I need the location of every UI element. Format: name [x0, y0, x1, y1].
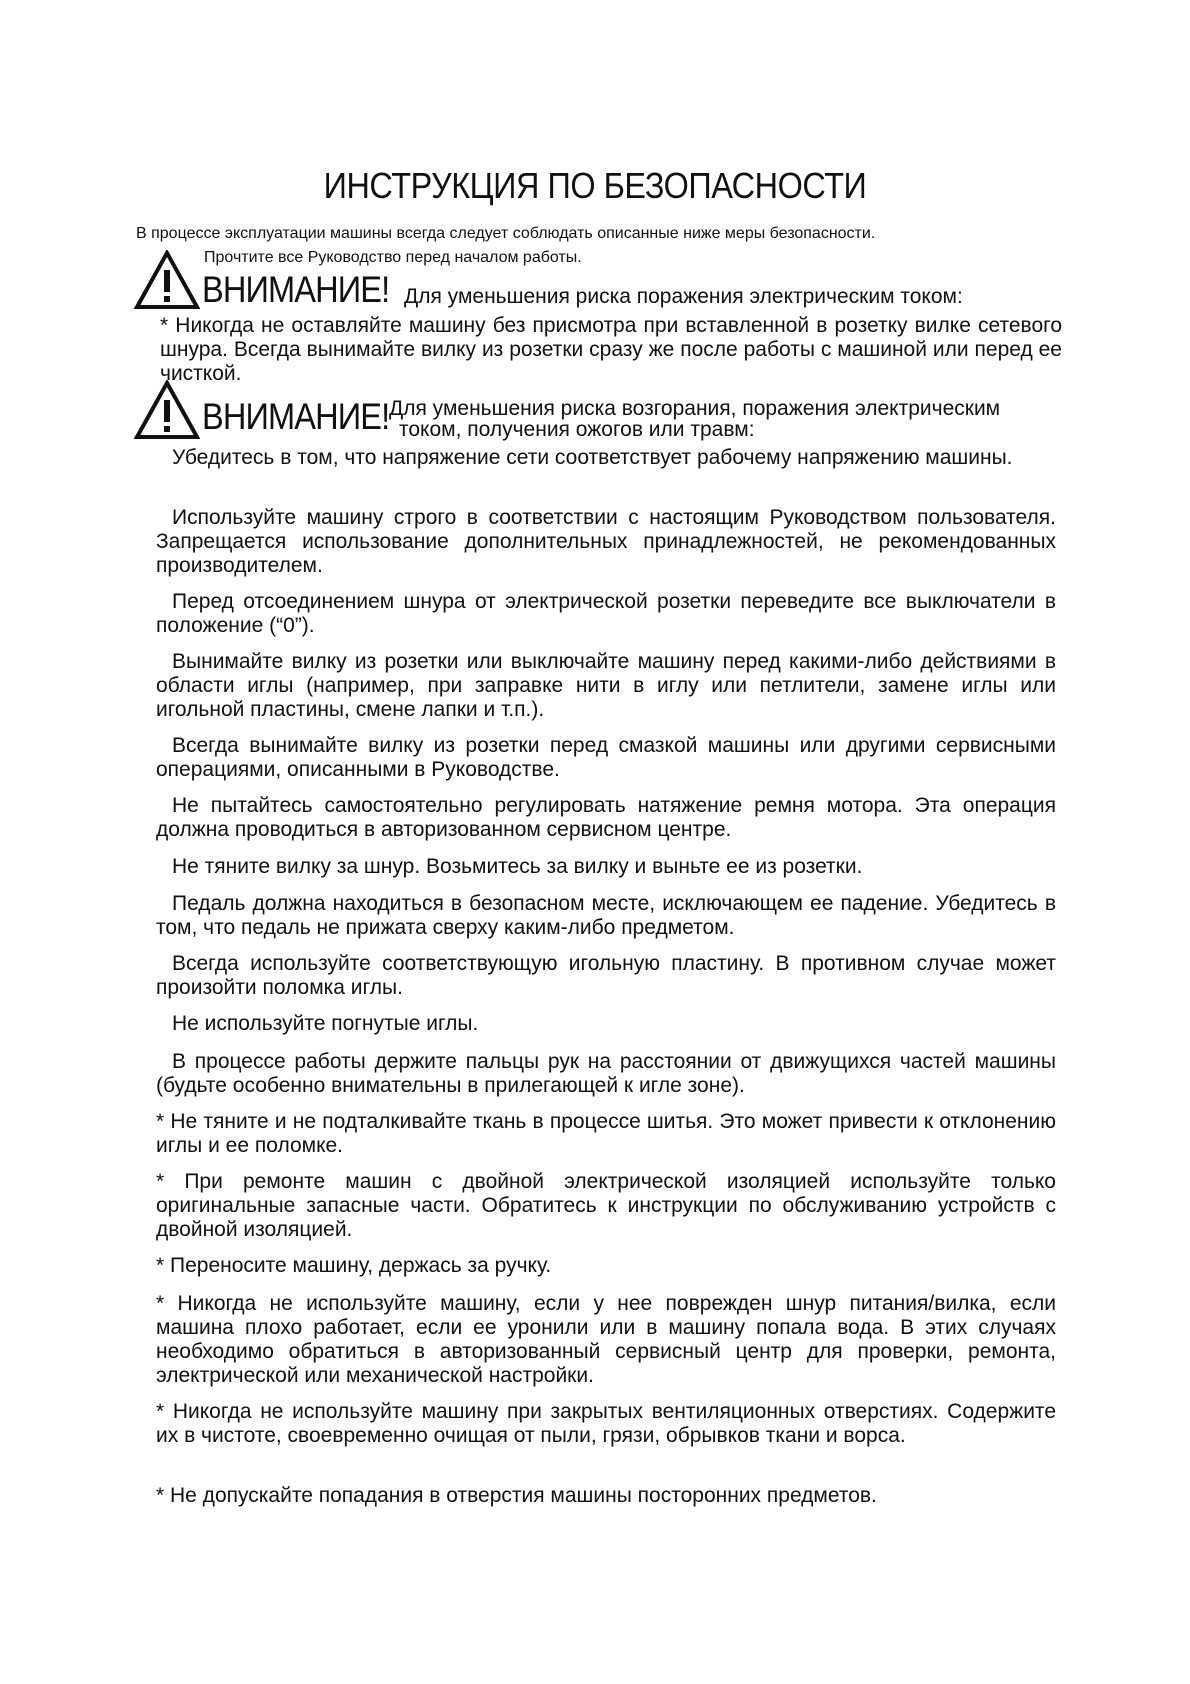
warning-triangle-icon	[134, 250, 200, 310]
safety-item	[156, 1400, 1056, 1448]
warning-1-word: ВНИМАНИЕ!	[202, 269, 390, 310]
safety-item	[156, 590, 1056, 638]
safety-item-text: Всегда используйте соответствующую игольную пластину. В противном случае может произойти поломка иглы.	[156, 952, 1056, 999]
safety-item	[156, 1254, 1056, 1278]
intro-read-manual: Прочтите все Руководство перед началом работы.	[204, 249, 582, 266]
safety-item-text: Не тяните вилку за шнур. Возьмитесь за вилку и выньте ее из розетки.	[172, 855, 863, 878]
safety-item-text: Всегда вынимайте вилку из розетки перед смазкой машины или другими сервисными операциями, описанными в Руководстве.	[156, 734, 1056, 781]
safety-item	[156, 506, 1056, 578]
safety-item	[156, 734, 1056, 782]
safety-item	[156, 952, 1056, 1000]
safety-item-text: Перед отсоединением шнура от электрической розетки переведите все выключатели в положение (“0”).	[156, 590, 1056, 637]
safety-item-text: * При ремонте машин с двойной электрической изоляцией используйте только оригинальные запасные части. Обратитесь к инструкции по обслуживанию устройств с двойной изоляцией.	[156, 1170, 1056, 1241]
safety-item	[156, 1050, 1056, 1098]
safety-item-text: В процессе работы держите пальцы рук на расстоянии от движущихся частей машины (будьте особенно внимательны в прилегающей к игле зоне).	[156, 1050, 1056, 1097]
safety-item-text: Педаль должна находиться в безопасном месте, исключающем ее падение. Убедитесь в том, что педаль не прижата сверху каким-либо предметом.	[156, 892, 1056, 939]
safety-item-text: Не пытайтесь самостоятельно регулировать натяжение ремня мотора. Эта операция должна проводиться в авторизованном сервисном центре.	[156, 794, 1056, 841]
warning-2-text-line1: Для уменьшения риска возгорания, поражения электрическим	[389, 397, 1001, 420]
safety-item-text: * Никогда не используйте машину при закрытых вентиляционных отверстиях. Содержите их в чистоте, своевременно очищая от пыли, грязи, обрывков ткани и ворса.	[156, 1400, 1056, 1447]
safety-item-text: * Переносите машину, держась за ручку.	[156, 1254, 552, 1277]
safety-item	[156, 1170, 1056, 1242]
safety-item	[156, 892, 1056, 940]
safety-item	[156, 650, 1056, 722]
safety-item	[156, 1110, 1056, 1158]
intro-line: В процессе эксплуатации машины всегда следует соблюдать описанные ниже меры безопасности.	[136, 225, 876, 242]
warning-1-text: Для уменьшения риска поражения электрическим током:	[404, 285, 963, 308]
safety-item	[156, 1484, 1056, 1508]
safety-item-text: Убедитесь в том, что напряжение сети соответствует рабочему напряжению машины.	[172, 446, 1013, 469]
safety-item	[156, 1292, 1056, 1388]
safety-item-text: Используйте машину строго в соответствии с настоящим Руководством пользователя. Запрещается использование дополнительных принадлежностей, не рекомендованных производителем.	[156, 506, 1056, 577]
warning-triangle-icon	[134, 380, 200, 440]
safety-item-text: * Не допускайте попадания в отверстия машины посторонних предметов.	[156, 1484, 877, 1507]
safety-item	[156, 855, 1056, 879]
safety-item-text: * Никогда не используйте машину, если у нее поврежден шнур питания/вилка, если машина плохо работает, если ее уронили или в машину попала вода. В этих случаях необходимо обратиться в авторизованный сервисный центр для проверки, ремонта, электрической или механической настройки.	[156, 1292, 1056, 1387]
safety-item	[156, 446, 1056, 470]
warning-1-item: * Никогда не оставляйте машину без присмотра при вставленной в розетку вилке сетевого шнура. Всегда вынимайте вилку из розетки сразу же после работы с машиной или перед ее чисткой.	[160, 314, 1062, 385]
safety-item-text: Не используйте погнутые иглы.	[172, 1012, 479, 1035]
safety-item	[156, 794, 1056, 842]
warning-2-text-line2: током, получения ожогов или травм:	[399, 418, 755, 441]
page-title: ИНСТРУКЦИЯ ПО БЕЗОПАСНОСТИ	[323, 165, 867, 206]
safety-item	[156, 1012, 1056, 1036]
warning-2-word: ВНИМАНИЕ!	[202, 396, 390, 437]
safety-item-text: Вынимайте вилку из розетки или выключайте машину перед какими-либо действиями в области иглы (например, при заправке нити в иглу или петлители, замене иглы или игольной пластины, смене лапки и т.п.).	[156, 650, 1056, 721]
safety-item-text: * Не тяните и не подталкивайте ткань в процессе шитья. Это может привести к отклонению иглы и ее поломке.	[156, 1110, 1056, 1157]
